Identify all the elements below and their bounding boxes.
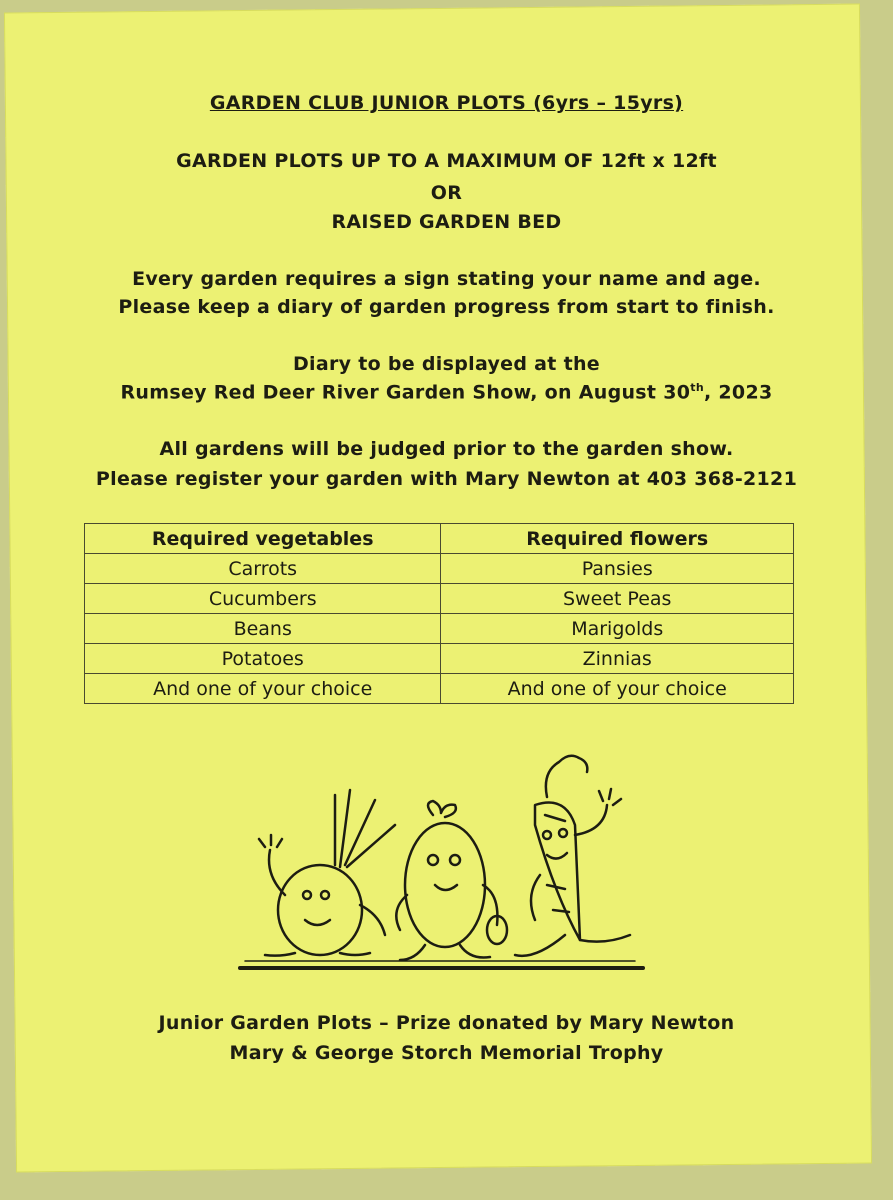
table-cell: And one of your choice <box>441 674 794 704</box>
table-cell: Potatoes <box>85 644 441 674</box>
table-header-row <box>85 524 794 554</box>
prize-text: Junior Garden Plots – Prize donated by Mary Newton <box>158 1012 735 1034</box>
table-row <box>85 554 794 584</box>
table-cell: Pansies <box>441 554 794 584</box>
sign-requirement-text: Every garden requires a sign stating your name and age. <box>132 268 761 290</box>
table-cell: Zinnias <box>441 644 794 674</box>
register-text: Please register your garden with Mary Newton at 403 368-2121 <box>95 468 798 490</box>
table-cell: Marigolds <box>441 614 794 644</box>
show-date-text <box>0 381 893 403</box>
table-cell: Cucumbers <box>85 584 441 614</box>
table-cell: Sweet Peas <box>441 584 794 614</box>
table-header-flowers: Required flowers <box>441 524 794 554</box>
table-cell: Carrots <box>85 554 441 584</box>
diary-requirement-text: Please keep a diary of garden progress from start to finish. <box>118 296 775 318</box>
page-title: GARDEN CLUB JUNIOR PLOTS (6yrs – 15yrs) <box>209 92 684 114</box>
judging-text: All gardens will be judged prior to the garden show. <box>159 438 734 460</box>
diary-display-text: Diary to be displayed at the <box>292 353 600 375</box>
show-date-prefix: Rumsey Red Deer River Garden Show, on August 30 <box>120 381 691 404</box>
or-text: OR <box>430 182 463 204</box>
table-row <box>85 674 794 704</box>
table-row <box>85 644 794 674</box>
table-header-vegetables: Required vegetables <box>85 524 441 554</box>
table-cell: Beans <box>85 614 441 644</box>
potato-character-icon <box>396 801 507 960</box>
carrot-character-icon <box>515 756 630 956</box>
dancing-vegetables-icon <box>235 735 655 975</box>
plot-size-text: GARDEN PLOTS UP TO A MAXIMUM OF 12ft x 12ft <box>176 150 717 172</box>
raised-bed-text: RAISED GARDEN BED <box>331 211 562 233</box>
show-date-suffix: , 2023 <box>703 381 773 404</box>
onion-character-icon <box>259 790 395 956</box>
table-row <box>85 614 794 644</box>
table-cell: And one of your choice <box>85 674 441 704</box>
requirements-table <box>84 523 794 704</box>
table-row <box>85 584 794 614</box>
show-date-sup: th <box>690 381 704 394</box>
trophy-text: Mary & George Storch Memorial Trophy <box>229 1042 664 1064</box>
